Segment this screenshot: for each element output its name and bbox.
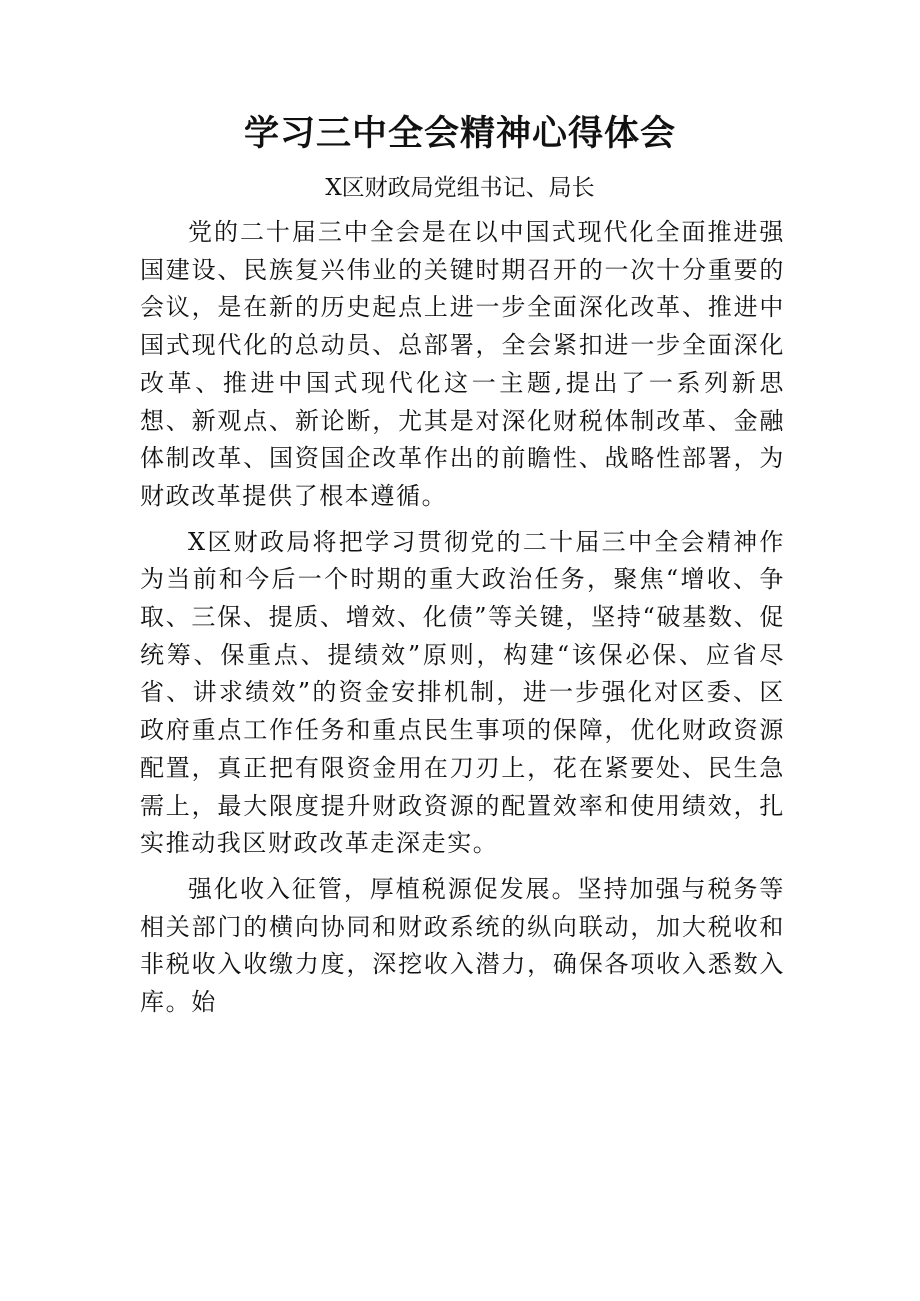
paragraph-3: 强化收入征管，厚植税源促发展。坚持加强与税务等相关部门的横向协同和财政系统的纵向联动，加大税收和非税收入收缴力度，深挖收入潜力，确保各项收入悉数入库。始 — [140, 874, 785, 1017]
document-title: 学习三中全会精神心得体会 — [243, 114, 676, 154]
paragraph-1: 党的二十届三中全会是在以中国式现代化全面推进强国建设、民族复兴伟业的关键时期召开的一次十分重要的会议，是在新的历史起点上进一步全面深化改革、推进中国式现代化的总动员、总部署，全会紧扣进一步全面深化改革、推进中国式现代化这一主题,提出了一系列新思想、新观点、新论断，尤其是对深化财税体制改革、金融体制改革、国资国企改革作出的前瞻性、战略性部署，为财政改革提供了根本遵循。 — [140, 218, 785, 510]
document-subtitle: X区财政局党组书记、局长 — [325, 175, 595, 201]
document-body — [140, 214, 785, 1022]
paragraph-2: X区财政局将把学习贯彻党的二十届三中全会精神作为当前和今后一个时期的重大政治任务，聚焦“增收、争取、三保、提质、增效、化债”等关键，坚持“破基数、促统筹、保重点、提绩效”原则，构建“该保必保、应省尽省、讲求绩效”的资金安排机制，进一步强化对区委、区政府重点工作任务和重点民生事项的保障，优化财政资源配置，真正把有限资金用在刀刃上，花在紧要处、民生急需上，最大限度提升财政资源的配置效率和使用绩效，扎实推动我区财政改革走深走实。 — [140, 527, 785, 858]
